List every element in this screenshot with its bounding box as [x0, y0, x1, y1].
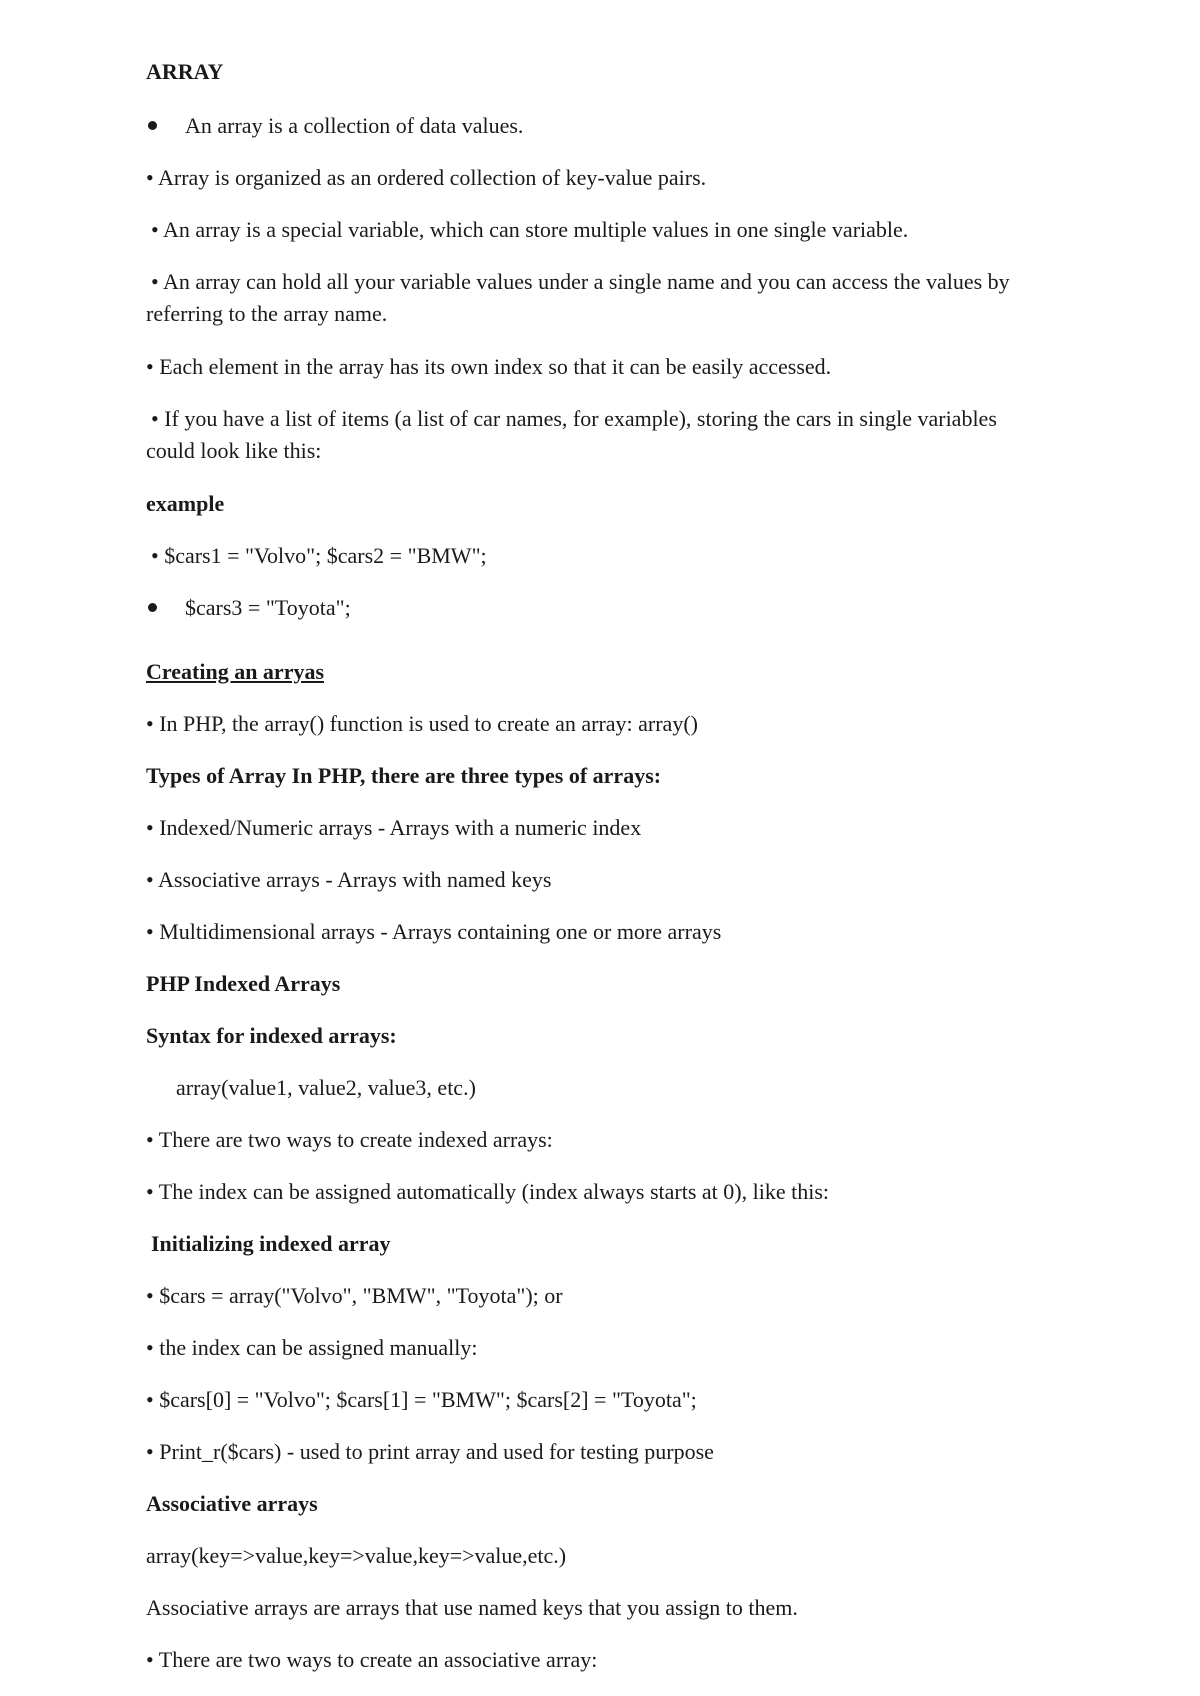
syntax-heading: Syntax for indexed arrays:	[146, 1023, 397, 1048]
init-line-4: • Print_r($cars) - used to print array and used for testing purpose	[146, 1439, 714, 1464]
init-line-2: • the index can be assigned manually:	[146, 1335, 478, 1360]
intro-line-2: • Array is organized as an ordered collection of key-value pairs.	[146, 165, 707, 190]
types-heading: Types of Array In PHP, there are three types of arrays:	[146, 763, 662, 788]
types-line-1: • Indexed/Numeric arrays - Arrays with a numeric index	[146, 815, 642, 840]
init-line-1: • $cars = array("Volvo", "BMW", "Toyota"); or	[146, 1283, 563, 1308]
intro-line-4: • An array can hold all your variable values under a single name and you can access the values by referring to the array name.	[146, 269, 1010, 326]
indexed-line-1: • There are two ways to create indexed arrays:	[146, 1127, 553, 1152]
example-line-1: • $cars1 = "Volvo"; $cars2 = "BMW";	[151, 543, 487, 568]
example-line-2: $cars3 = "Toyota";	[146, 592, 351, 624]
intro-line-6: • If you have a list of items (a list of car names, for example), storing the cars in single variables could look like this:	[146, 406, 997, 463]
assoc-heading: Associative arrays	[146, 1491, 318, 1516]
indexed-heading: PHP Indexed Arrays	[146, 971, 341, 996]
assoc-line-1: array(key=>value,key=>value,key=>value,etc.)	[146, 1543, 567, 1568]
types-line-3: • Multidimensional arrays - Arrays containing one or more arrays	[146, 919, 722, 944]
creating-line: • In PHP, the array() function is used to create an array: array()	[146, 711, 698, 736]
intro-line-1: An array is a collection of data values.	[146, 110, 523, 142]
example-heading: example	[146, 491, 225, 516]
types-line-2: • Associative arrays - Arrays with named keys	[146, 867, 552, 892]
creating-heading: Creating an arryas	[146, 659, 325, 684]
intro-line-5: • Each element in the array has its own index so that it can be easily accessed.	[146, 354, 832, 379]
init-line-3: • $cars[0] = "Volvo"; $cars[1] = "BMW"; $cars[2] = "Toyota";	[146, 1387, 697, 1412]
init-heading: Initializing indexed array	[151, 1231, 391, 1256]
indexed-line-2: • The index can be assigned automatically (index always starts at 0), like this:	[146, 1179, 829, 1204]
syntax-line: array(value1, value2, value3, etc.)	[176, 1075, 476, 1100]
assoc-line-2: Associative arrays are arrays that use named keys that you assign to them.	[146, 1595, 798, 1620]
doc-title: ARRAY	[146, 59, 224, 84]
intro-line-3: • An array is a special variable, which can store multiple values in one single variable.	[151, 217, 909, 242]
assoc-line-3: • There are two ways to create an associative array:	[146, 1647, 598, 1672]
